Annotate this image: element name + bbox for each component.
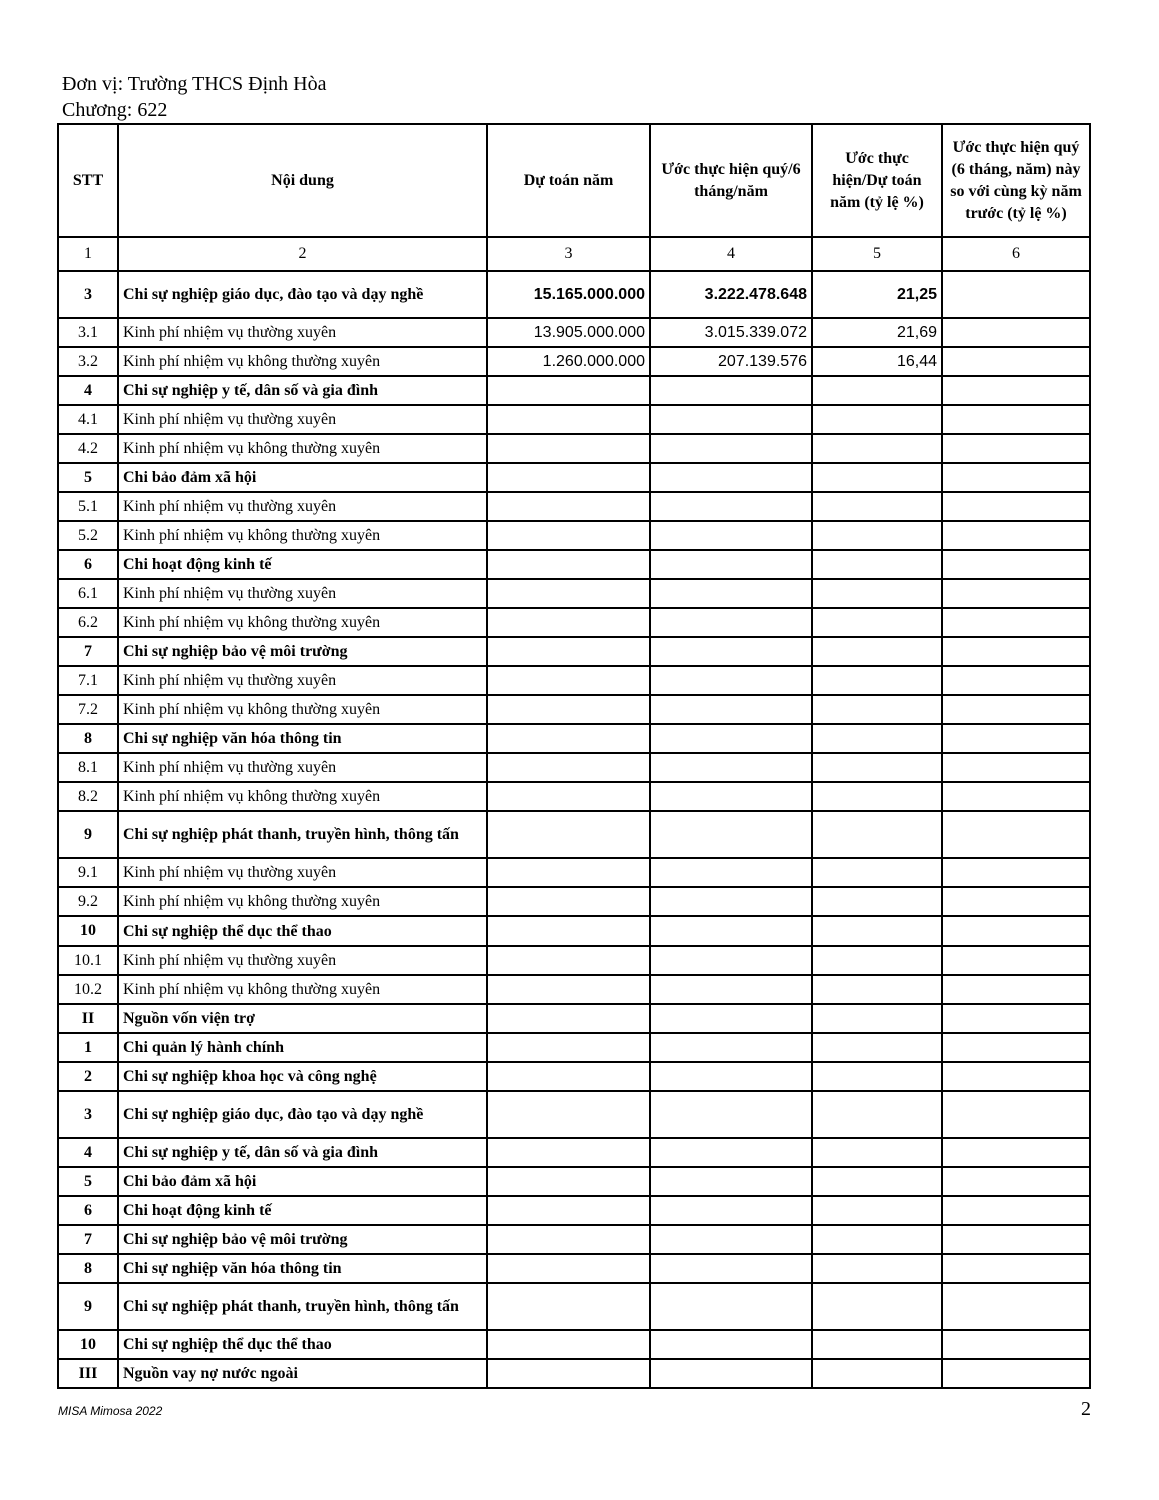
stt-cell: 7.2 (58, 695, 118, 724)
annual-estimate-cell (487, 753, 650, 782)
column-number: 1 (58, 237, 118, 271)
annual-estimate-cell (487, 405, 650, 434)
year-over-year-ratio-cell (942, 1091, 1090, 1138)
stt-cell: 1 (58, 1033, 118, 1062)
column-header-year-over-year-ratio: Ước thực hiện quý (6 tháng, năm) này so với cùng kỳ năm trước (tỷ lệ %) (942, 124, 1090, 237)
stt-cell: 4.2 (58, 434, 118, 463)
year-over-year-ratio-cell (942, 550, 1090, 579)
estimated-execution-cell (650, 753, 812, 782)
table-row (58, 608, 1090, 637)
table-row (58, 1091, 1090, 1138)
year-over-year-ratio-cell (942, 946, 1090, 975)
execution-ratio-cell (812, 887, 942, 916)
content-cell: Kinh phí nhiệm vụ thường xuyên (118, 666, 487, 695)
content-cell: Kinh phí nhiệm vụ thường xuyên (118, 579, 487, 608)
annual-estimate-cell (487, 666, 650, 695)
estimated-execution-cell (650, 1138, 812, 1167)
column-number: 5 (812, 237, 942, 271)
year-over-year-ratio-cell (942, 811, 1090, 858)
table-row (58, 271, 1090, 318)
estimated-execution-cell (650, 1254, 812, 1283)
estimated-execution-cell (650, 695, 812, 724)
estimated-execution-cell (650, 811, 812, 858)
table-row (58, 1062, 1090, 1091)
year-over-year-ratio-cell (942, 1033, 1090, 1062)
estimated-execution-cell (650, 637, 812, 666)
stt-cell: 8.1 (58, 753, 118, 782)
estimated-execution-cell (650, 1167, 812, 1196)
estimated-execution-cell (650, 1062, 812, 1091)
content-cell: Nguồn vốn viện trợ (118, 1004, 487, 1033)
annual-estimate-cell (487, 1330, 650, 1359)
column-header-stt: STT (58, 124, 118, 237)
estimated-execution-cell (650, 405, 812, 434)
estimated-execution-cell (650, 1359, 812, 1388)
estimated-execution-cell (650, 1196, 812, 1225)
content-cell: Kinh phí nhiệm vụ thường xuyên (118, 858, 487, 887)
estimated-execution-cell (650, 666, 812, 695)
table-row (58, 1254, 1090, 1283)
execution-ratio-cell (812, 724, 942, 753)
execution-ratio-cell (812, 975, 942, 1004)
estimated-execution-cell (650, 376, 812, 405)
column-header-estimated-execution: Ước thực hiện quý/6 tháng/năm (650, 124, 812, 237)
column-header-annual-estimate: Dự toán năm (487, 124, 650, 237)
execution-ratio-cell (812, 1062, 942, 1091)
content-cell: Kinh phí nhiệm vụ không thường xuyên (118, 347, 487, 376)
year-over-year-ratio-cell (942, 1330, 1090, 1359)
execution-ratio-cell (812, 695, 942, 724)
execution-ratio-cell (812, 811, 942, 858)
execution-ratio-cell (812, 492, 942, 521)
annual-estimate-cell (487, 1359, 650, 1388)
estimated-execution-cell: 3.222.478.648 (650, 271, 812, 318)
annual-estimate-cell (487, 492, 650, 521)
annual-estimate-cell (487, 887, 650, 916)
year-over-year-ratio-cell (942, 887, 1090, 916)
year-over-year-ratio-cell (942, 405, 1090, 434)
annual-estimate-cell: 1.260.000.000 (487, 347, 650, 376)
content-cell: Kinh phí nhiệm vụ không thường xuyên (118, 887, 487, 916)
content-cell: Chi hoạt động kinh tế (118, 1196, 487, 1225)
chapter-label: Chương: 622 (62, 99, 168, 121)
stt-cell: 8 (58, 1254, 118, 1283)
year-over-year-ratio-cell (942, 1225, 1090, 1254)
table-row (58, 463, 1090, 492)
year-over-year-ratio-cell (942, 724, 1090, 753)
content-cell: Chi bảo đảm xã hội (118, 1167, 487, 1196)
estimated-execution-cell (650, 608, 812, 637)
table-body (58, 271, 1090, 1388)
annual-estimate-cell (487, 1062, 650, 1091)
annual-estimate-cell (487, 521, 650, 550)
content-cell: Chi sự nghiệp bảo vệ môi trường (118, 637, 487, 666)
table-row (58, 724, 1090, 753)
execution-ratio-cell (812, 1254, 942, 1283)
year-over-year-ratio-cell (942, 916, 1090, 946)
column-number: 4 (650, 237, 812, 271)
annual-estimate-cell (487, 1254, 650, 1283)
table-row (58, 434, 1090, 463)
year-over-year-ratio-cell (942, 753, 1090, 782)
annual-estimate-cell (487, 858, 650, 887)
execution-ratio-cell (812, 1283, 942, 1330)
execution-ratio-cell (812, 666, 942, 695)
table-row (58, 858, 1090, 887)
year-over-year-ratio-cell (942, 858, 1090, 887)
year-over-year-ratio-cell (942, 782, 1090, 811)
stt-cell: 3 (58, 1091, 118, 1138)
estimated-execution-cell (650, 1091, 812, 1138)
execution-ratio-cell (812, 579, 942, 608)
estimated-execution-cell (650, 858, 812, 887)
execution-ratio-cell (812, 946, 942, 975)
content-cell: Chi sự nghiệp văn hóa thông tin (118, 724, 487, 753)
stt-cell: 6 (58, 550, 118, 579)
year-over-year-ratio-cell (942, 347, 1090, 376)
content-cell: Kinh phí nhiệm vụ thường xuyên (118, 946, 487, 975)
stt-cell: 4 (58, 1138, 118, 1167)
estimated-execution-cell (650, 492, 812, 521)
annual-estimate-cell: 15.165.000.000 (487, 271, 650, 318)
table-row (58, 975, 1090, 1004)
execution-ratio-cell: 16,44 (812, 347, 942, 376)
stt-cell: 6.2 (58, 608, 118, 637)
stt-cell: 4.1 (58, 405, 118, 434)
year-over-year-ratio-cell (942, 1283, 1090, 1330)
content-cell: Kinh phí nhiệm vụ thường xuyên (118, 318, 487, 347)
stt-cell: 4 (58, 376, 118, 405)
budget-report-table (57, 123, 1091, 1389)
table-row (58, 492, 1090, 521)
table-row (58, 347, 1090, 376)
execution-ratio-cell (812, 463, 942, 492)
annual-estimate-cell (487, 637, 650, 666)
estimated-execution-cell (650, 521, 812, 550)
page-number: 2 (1081, 1398, 1091, 1420)
table-row (58, 1330, 1090, 1359)
year-over-year-ratio-cell (942, 975, 1090, 1004)
column-number: 3 (487, 237, 650, 271)
year-over-year-ratio-cell (942, 1138, 1090, 1167)
execution-ratio-cell (812, 521, 942, 550)
table-header-row (58, 124, 1090, 237)
annual-estimate-cell (487, 1167, 650, 1196)
column-number: 2 (118, 237, 487, 271)
year-over-year-ratio-cell (942, 666, 1090, 695)
year-over-year-ratio-cell (942, 521, 1090, 550)
execution-ratio-cell (812, 1196, 942, 1225)
content-cell: Kinh phí nhiệm vụ thường xuyên (118, 753, 487, 782)
year-over-year-ratio-cell (942, 637, 1090, 666)
annual-estimate-cell (487, 695, 650, 724)
year-over-year-ratio-cell (942, 1062, 1090, 1091)
content-cell: Chi quản lý hành chính (118, 1033, 487, 1062)
execution-ratio-cell (812, 1225, 942, 1254)
annual-estimate-cell (487, 975, 650, 1004)
estimated-execution-cell (650, 1004, 812, 1033)
stt-cell: 9 (58, 811, 118, 858)
column-header-content: Nội dung (118, 124, 487, 237)
stt-cell: 9 (58, 1283, 118, 1330)
content-cell: Chi bảo đảm xã hội (118, 463, 487, 492)
year-over-year-ratio-cell (942, 492, 1090, 521)
table-row (58, 550, 1090, 579)
content-cell: Chi sự nghiệp văn hóa thông tin (118, 1254, 487, 1283)
estimated-execution-cell (650, 916, 812, 946)
content-cell: Chi hoạt động kinh tế (118, 550, 487, 579)
content-cell: Kinh phí nhiệm vụ không thường xuyên (118, 521, 487, 550)
execution-ratio-cell: 21,69 (812, 318, 942, 347)
year-over-year-ratio-cell (942, 695, 1090, 724)
stt-cell: 6 (58, 1196, 118, 1225)
unit-label: Đơn vị: Trường THCS Định Hòa (62, 73, 327, 95)
table-row (58, 695, 1090, 724)
table-row (58, 405, 1090, 434)
execution-ratio-cell (812, 1091, 942, 1138)
stt-cell: 8.2 (58, 782, 118, 811)
table-row (58, 521, 1090, 550)
annual-estimate-cell (487, 782, 650, 811)
content-cell: Kinh phí nhiệm vụ không thường xuyên (118, 975, 487, 1004)
year-over-year-ratio-cell (942, 434, 1090, 463)
content-cell: Chi sự nghiệp giáo dục, đào tạo và dạy nghề (118, 1091, 487, 1138)
year-over-year-ratio-cell (942, 463, 1090, 492)
estimated-execution-cell (650, 434, 812, 463)
content-cell: Chi sự nghiệp thể dục thể thao (118, 916, 487, 946)
content-cell: Kinh phí nhiệm vụ không thường xuyên (118, 434, 487, 463)
table-row (58, 1033, 1090, 1062)
stt-cell: 7.1 (58, 666, 118, 695)
table-row (58, 887, 1090, 916)
estimated-execution-cell (650, 579, 812, 608)
year-over-year-ratio-cell (942, 1004, 1090, 1033)
stt-cell: 10 (58, 1330, 118, 1359)
table-row (58, 916, 1090, 946)
estimated-execution-cell (650, 1225, 812, 1254)
content-cell: Chi sự nghiệp khoa học và công nghệ (118, 1062, 487, 1091)
annual-estimate-cell (487, 550, 650, 579)
content-cell: Kinh phí nhiệm vụ không thường xuyên (118, 695, 487, 724)
table-row (58, 1359, 1090, 1388)
table-row (58, 1138, 1090, 1167)
software-label: MISA Mimosa 2022 (58, 1404, 163, 1418)
table-row (58, 946, 1090, 975)
content-cell: Kinh phí nhiệm vụ không thường xuyên (118, 782, 487, 811)
annual-estimate-cell (487, 1138, 650, 1167)
year-over-year-ratio-cell (942, 1196, 1090, 1225)
table-row (58, 637, 1090, 666)
execution-ratio-cell (812, 1330, 942, 1359)
estimated-execution-cell (650, 887, 812, 916)
annual-estimate-cell (487, 1091, 650, 1138)
stt-cell: 5.2 (58, 521, 118, 550)
annual-estimate-cell (487, 579, 650, 608)
execution-ratio-cell (812, 1167, 942, 1196)
stt-cell: 9.2 (58, 887, 118, 916)
estimated-execution-cell (650, 550, 812, 579)
table-row (58, 1167, 1090, 1196)
estimated-execution-cell (650, 463, 812, 492)
content-cell: Chi sự nghiệp y tế, dân số và gia đình (118, 1138, 487, 1167)
stt-cell: 5.1 (58, 492, 118, 521)
execution-ratio-cell: 21,25 (812, 271, 942, 318)
execution-ratio-cell (812, 1359, 942, 1388)
table-row (58, 1196, 1090, 1225)
table-row (58, 1283, 1090, 1330)
content-cell: Chi sự nghiệp giáo dục, đào tạo và dạy nghề (118, 271, 487, 318)
content-cell: Chi sự nghiệp thể dục thể thao (118, 1330, 487, 1359)
estimated-execution-cell (650, 1330, 812, 1359)
annual-estimate-cell (487, 1033, 650, 1062)
stt-cell: 2 (58, 1062, 118, 1091)
annual-estimate-cell (487, 463, 650, 492)
year-over-year-ratio-cell (942, 1167, 1090, 1196)
estimated-execution-cell (650, 946, 812, 975)
table-row (58, 666, 1090, 695)
content-cell: Kinh phí nhiệm vụ thường xuyên (118, 492, 487, 521)
stt-cell: III (58, 1359, 118, 1388)
year-over-year-ratio-cell (942, 608, 1090, 637)
annual-estimate-cell (487, 916, 650, 946)
table-row (58, 1225, 1090, 1254)
execution-ratio-cell (812, 1138, 942, 1167)
estimated-execution-cell (650, 1283, 812, 1330)
table-row (58, 811, 1090, 858)
estimated-execution-cell (650, 724, 812, 753)
annual-estimate-cell (487, 724, 650, 753)
annual-estimate-cell (487, 434, 650, 463)
year-over-year-ratio-cell (942, 271, 1090, 318)
table-row (58, 579, 1090, 608)
estimated-execution-cell (650, 782, 812, 811)
content-cell: Kinh phí nhiệm vụ không thường xuyên (118, 608, 487, 637)
column-number-row (58, 237, 1090, 271)
stt-cell: 8 (58, 724, 118, 753)
execution-ratio-cell (812, 434, 942, 463)
content-cell: Chi sự nghiệp y tế, dân số và gia đình (118, 376, 487, 405)
execution-ratio-cell (812, 782, 942, 811)
execution-ratio-cell (812, 1004, 942, 1033)
annual-estimate-cell (487, 811, 650, 858)
annual-estimate-cell: 13.905.000.000 (487, 318, 650, 347)
estimated-execution-cell (650, 1033, 812, 1062)
stt-cell: 10 (58, 916, 118, 946)
annual-estimate-cell (487, 608, 650, 637)
content-cell: Kinh phí nhiệm vụ thường xuyên (118, 405, 487, 434)
execution-ratio-cell (812, 608, 942, 637)
annual-estimate-cell (487, 946, 650, 975)
content-cell: Chi sự nghiệp phát thanh, truyền hình, thông tấn (118, 811, 487, 858)
annual-estimate-cell (487, 376, 650, 405)
stt-cell: 7 (58, 637, 118, 666)
year-over-year-ratio-cell (942, 376, 1090, 405)
annual-estimate-cell (487, 1225, 650, 1254)
stt-cell: 6.1 (58, 579, 118, 608)
table-row (58, 376, 1090, 405)
year-over-year-ratio-cell (942, 1254, 1090, 1283)
execution-ratio-cell (812, 376, 942, 405)
content-cell: Nguồn vay nợ nước ngoài (118, 1359, 487, 1388)
stt-cell: 3.2 (58, 347, 118, 376)
stt-cell: 5 (58, 463, 118, 492)
execution-ratio-cell (812, 753, 942, 782)
annual-estimate-cell (487, 1283, 650, 1330)
execution-ratio-cell (812, 858, 942, 887)
year-over-year-ratio-cell (942, 579, 1090, 608)
stt-cell: 3 (58, 271, 118, 318)
stt-cell: 5 (58, 1167, 118, 1196)
table-row (58, 1004, 1090, 1033)
column-number: 6 (942, 237, 1090, 271)
estimated-execution-cell: 207.139.576 (650, 347, 812, 376)
stt-cell: 7 (58, 1225, 118, 1254)
year-over-year-ratio-cell (942, 318, 1090, 347)
execution-ratio-cell (812, 916, 942, 946)
column-header-execution-ratio: Ước thực hiện/Dự toán năm (tỷ lệ %) (812, 124, 942, 237)
table-row (58, 782, 1090, 811)
stt-cell: 10.2 (58, 975, 118, 1004)
execution-ratio-cell (812, 550, 942, 579)
stt-cell: 9.1 (58, 858, 118, 887)
year-over-year-ratio-cell (942, 1359, 1090, 1388)
stt-cell: 10.1 (58, 946, 118, 975)
execution-ratio-cell (812, 405, 942, 434)
estimated-execution-cell: 3.015.339.072 (650, 318, 812, 347)
estimated-execution-cell (650, 975, 812, 1004)
content-cell: Chi sự nghiệp bảo vệ môi trường (118, 1225, 487, 1254)
content-cell: Chi sự nghiệp phát thanh, truyền hình, thông tấn (118, 1283, 487, 1330)
table-row (58, 753, 1090, 782)
execution-ratio-cell (812, 637, 942, 666)
stt-cell: 3.1 (58, 318, 118, 347)
annual-estimate-cell (487, 1196, 650, 1225)
stt-cell: II (58, 1004, 118, 1033)
execution-ratio-cell (812, 1033, 942, 1062)
table-row (58, 318, 1090, 347)
annual-estimate-cell (487, 1004, 650, 1033)
